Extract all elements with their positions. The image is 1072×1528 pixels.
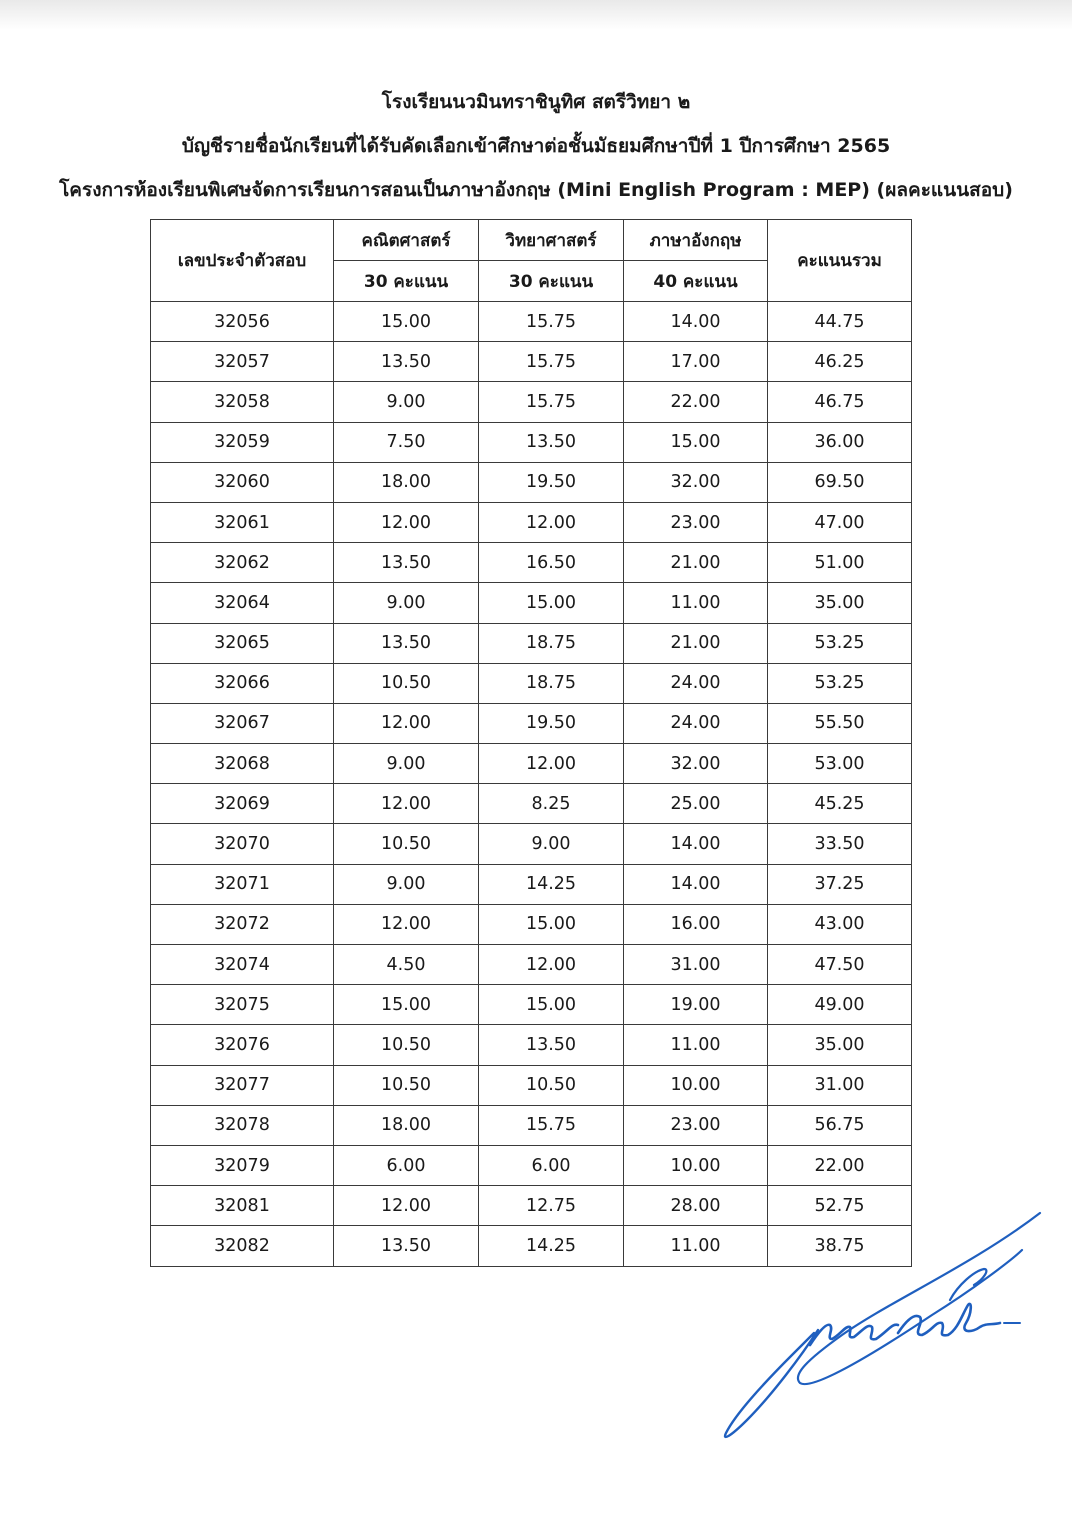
scan-edge-shadow <box>0 0 1072 30</box>
total-score-cell: 33.50 <box>768 824 912 864</box>
table-row <box>151 422 912 462</box>
english-score-cell: 28.00 <box>624 1186 768 1226</box>
science-score-cell: 6.00 <box>479 1145 624 1185</box>
english-score-cell: 24.00 <box>624 703 768 743</box>
program-title: โครงการห้องเรียนพิเศษจัดการเรียนการสอนเป็นภาษาอังกฤษ (Mini English Program : MEP) (ผลคะแนนสอบ) <box>59 179 1013 201</box>
total-score-cell: 46.75 <box>768 382 912 422</box>
math-score-cell: 18.00 <box>334 462 479 502</box>
total-score-cell: 53.25 <box>768 623 912 663</box>
exam-id-cell: 32065 <box>151 623 334 663</box>
science-score-cell: 15.00 <box>479 985 624 1025</box>
exam-id-cell: 32079 <box>151 1145 334 1185</box>
math-score-cell: 10.50 <box>334 824 479 864</box>
english-score-cell: 14.00 <box>624 864 768 904</box>
total-score-cell: 35.00 <box>768 1025 912 1065</box>
table-row <box>151 1025 912 1065</box>
table-row <box>151 502 912 542</box>
english-score-cell: 23.00 <box>624 1105 768 1145</box>
exam-id-cell: 32070 <box>151 824 334 864</box>
math-score-cell: 15.00 <box>334 985 479 1025</box>
total-score-cell: 31.00 <box>768 1065 912 1105</box>
science-score-cell: 12.00 <box>479 502 624 542</box>
math-score-cell: 15.00 <box>334 302 479 342</box>
science-score-cell: 13.50 <box>479 422 624 462</box>
exam-id-cell: 32067 <box>151 703 334 743</box>
exam-id-cell: 32078 <box>151 1105 334 1145</box>
english-score-cell: 23.00 <box>624 502 768 542</box>
table-row <box>151 824 912 864</box>
science-score-cell: 14.25 <box>479 864 624 904</box>
table-row <box>151 663 912 703</box>
math-score-cell: 12.00 <box>334 784 479 824</box>
exam-id-cell: 32056 <box>151 302 334 342</box>
signature <box>722 1205 1052 1445</box>
exam-id-cell: 32077 <box>151 1065 334 1105</box>
exam-id-cell: 32069 <box>151 784 334 824</box>
table-row <box>151 302 912 342</box>
total-score-cell: 55.50 <box>768 703 912 743</box>
table-row <box>151 543 912 583</box>
table-row <box>151 623 912 663</box>
total-score-cell: 45.25 <box>768 784 912 824</box>
science-score-cell: 13.50 <box>479 1025 624 1065</box>
science-score-cell: 12.00 <box>479 945 624 985</box>
science-score-cell: 12.00 <box>479 744 624 784</box>
science-score-cell: 15.00 <box>479 904 624 944</box>
exam-id-cell: 32058 <box>151 382 334 422</box>
header-math: คณิตศาสตร์ <box>334 220 479 261</box>
total-score-cell: 52.75 <box>768 1186 912 1226</box>
document-header <box>0 88 1072 220</box>
exam-id-cell: 32076 <box>151 1025 334 1065</box>
header-math-max: 30 คะแนน <box>334 261 479 302</box>
math-score-cell: 13.50 <box>334 543 479 583</box>
science-score-cell: 18.75 <box>479 623 624 663</box>
table-row <box>151 1105 912 1145</box>
table-row <box>151 945 912 985</box>
math-score-cell: 7.50 <box>334 422 479 462</box>
table-row <box>151 342 912 382</box>
math-score-cell: 18.00 <box>334 1105 479 1145</box>
table-row <box>151 703 912 743</box>
math-score-cell: 9.00 <box>334 583 479 623</box>
science-score-cell: 16.50 <box>479 543 624 583</box>
exam-id-cell: 32057 <box>151 342 334 382</box>
header-exam-id: เลขประจำตัวสอบ <box>151 220 334 302</box>
header-science-max: 30 คะแนน <box>479 261 624 302</box>
exam-id-cell: 32066 <box>151 663 334 703</box>
english-score-cell: 14.00 <box>624 302 768 342</box>
exam-id-cell: 32071 <box>151 864 334 904</box>
total-score-cell: 47.50 <box>768 945 912 985</box>
science-score-cell: 15.75 <box>479 342 624 382</box>
science-score-cell: 18.75 <box>479 663 624 703</box>
english-score-cell: 11.00 <box>624 1025 768 1065</box>
header-science: วิทยาศาสตร์ <box>479 220 624 261</box>
english-score-cell: 31.00 <box>624 945 768 985</box>
table-row <box>151 904 912 944</box>
science-score-cell: 10.50 <box>479 1065 624 1105</box>
total-score-cell: 51.00 <box>768 543 912 583</box>
total-score-cell: 35.00 <box>768 583 912 623</box>
math-score-cell: 10.50 <box>334 1065 479 1105</box>
science-score-cell: 8.25 <box>479 784 624 824</box>
science-score-cell: 19.50 <box>479 462 624 502</box>
table-row <box>151 784 912 824</box>
score-table-body <box>151 302 912 1267</box>
total-score-cell: 37.25 <box>768 864 912 904</box>
score-table-header <box>151 220 912 302</box>
table-row <box>151 864 912 904</box>
list-title: บัญชีรายชื่อนักเรียนที่ได้รับคัดเลือกเข้าศึกษาต่อชั้นมัธยมศึกษาปีที่ 1 ปีการศึกษา 2565 <box>181 135 891 157</box>
math-score-cell: 9.00 <box>334 864 479 904</box>
science-score-cell: 15.75 <box>479 382 624 422</box>
math-score-cell: 6.00 <box>334 1145 479 1185</box>
exam-id-cell: 32059 <box>151 422 334 462</box>
total-score-cell: 53.00 <box>768 744 912 784</box>
header-english-max: 40 คะแนน <box>624 261 768 302</box>
math-score-cell: 9.00 <box>334 744 479 784</box>
table-row <box>151 985 912 1025</box>
exam-id-cell: 32082 <box>151 1226 334 1266</box>
math-score-cell: 13.50 <box>334 1226 479 1266</box>
science-score-cell: 9.00 <box>479 824 624 864</box>
math-score-cell: 13.50 <box>334 623 479 663</box>
table-row <box>151 462 912 502</box>
math-score-cell: 12.00 <box>334 904 479 944</box>
header-english: ภาษาอังกฤษ <box>624 220 768 261</box>
english-score-cell: 11.00 <box>624 583 768 623</box>
english-score-cell: 16.00 <box>624 904 768 944</box>
science-score-cell: 15.75 <box>479 1105 624 1145</box>
total-score-cell: 44.75 <box>768 302 912 342</box>
exam-id-cell: 32075 <box>151 985 334 1025</box>
english-score-cell: 17.00 <box>624 342 768 382</box>
table-row <box>151 382 912 422</box>
total-score-cell: 43.00 <box>768 904 912 944</box>
english-score-cell: 21.00 <box>624 623 768 663</box>
science-score-cell: 19.50 <box>479 703 624 743</box>
exam-id-cell: 32064 <box>151 583 334 623</box>
math-score-cell: 12.00 <box>334 502 479 542</box>
header-total: คะแนนรวม <box>768 220 912 302</box>
total-score-cell: 49.00 <box>768 985 912 1025</box>
english-score-cell: 14.00 <box>624 824 768 864</box>
math-score-cell: 4.50 <box>334 945 479 985</box>
total-score-cell: 69.50 <box>768 462 912 502</box>
english-score-cell: 22.00 <box>624 382 768 422</box>
english-score-cell: 25.00 <box>624 784 768 824</box>
science-score-cell: 15.00 <box>479 583 624 623</box>
english-score-cell: 10.00 <box>624 1065 768 1105</box>
science-score-cell: 12.75 <box>479 1186 624 1226</box>
math-score-cell: 10.50 <box>334 1025 479 1065</box>
english-score-cell: 24.00 <box>624 663 768 703</box>
exam-id-cell: 32081 <box>151 1186 334 1226</box>
total-score-cell: 46.25 <box>768 342 912 382</box>
total-score-cell: 38.75 <box>768 1226 912 1266</box>
exam-id-cell: 32068 <box>151 744 334 784</box>
total-score-cell: 22.00 <box>768 1145 912 1185</box>
math-score-cell: 13.50 <box>334 342 479 382</box>
english-score-cell: 21.00 <box>624 543 768 583</box>
table-row <box>151 1145 912 1185</box>
school-name: โรงเรียนนวมินทราชินูทิศ สตรีวิทยา ๒ <box>381 91 691 113</box>
english-score-cell: 10.00 <box>624 1145 768 1185</box>
exam-id-cell: 32072 <box>151 904 334 944</box>
exam-id-cell: 32074 <box>151 945 334 985</box>
math-score-cell: 12.00 <box>334 1186 479 1226</box>
science-score-cell: 14.25 <box>479 1226 624 1266</box>
exam-id-cell: 32061 <box>151 502 334 542</box>
total-score-cell: 47.00 <box>768 502 912 542</box>
math-score-cell: 10.50 <box>334 663 479 703</box>
total-score-cell: 56.75 <box>768 1105 912 1145</box>
table-row <box>151 744 912 784</box>
table-row <box>151 583 912 623</box>
total-score-cell: 53.25 <box>768 663 912 703</box>
exam-id-cell: 32060 <box>151 462 334 502</box>
english-score-cell: 11.00 <box>624 1226 768 1266</box>
exam-id-cell: 32062 <box>151 543 334 583</box>
english-score-cell: 15.00 <box>624 422 768 462</box>
english-score-cell: 32.00 <box>624 744 768 784</box>
math-score-cell: 9.00 <box>334 382 479 422</box>
science-score-cell: 15.75 <box>479 302 624 342</box>
score-table <box>150 219 912 1267</box>
table-row <box>151 1065 912 1105</box>
total-score-cell: 36.00 <box>768 422 912 462</box>
math-score-cell: 12.00 <box>334 703 479 743</box>
english-score-cell: 32.00 <box>624 462 768 502</box>
english-score-cell: 19.00 <box>624 985 768 1025</box>
